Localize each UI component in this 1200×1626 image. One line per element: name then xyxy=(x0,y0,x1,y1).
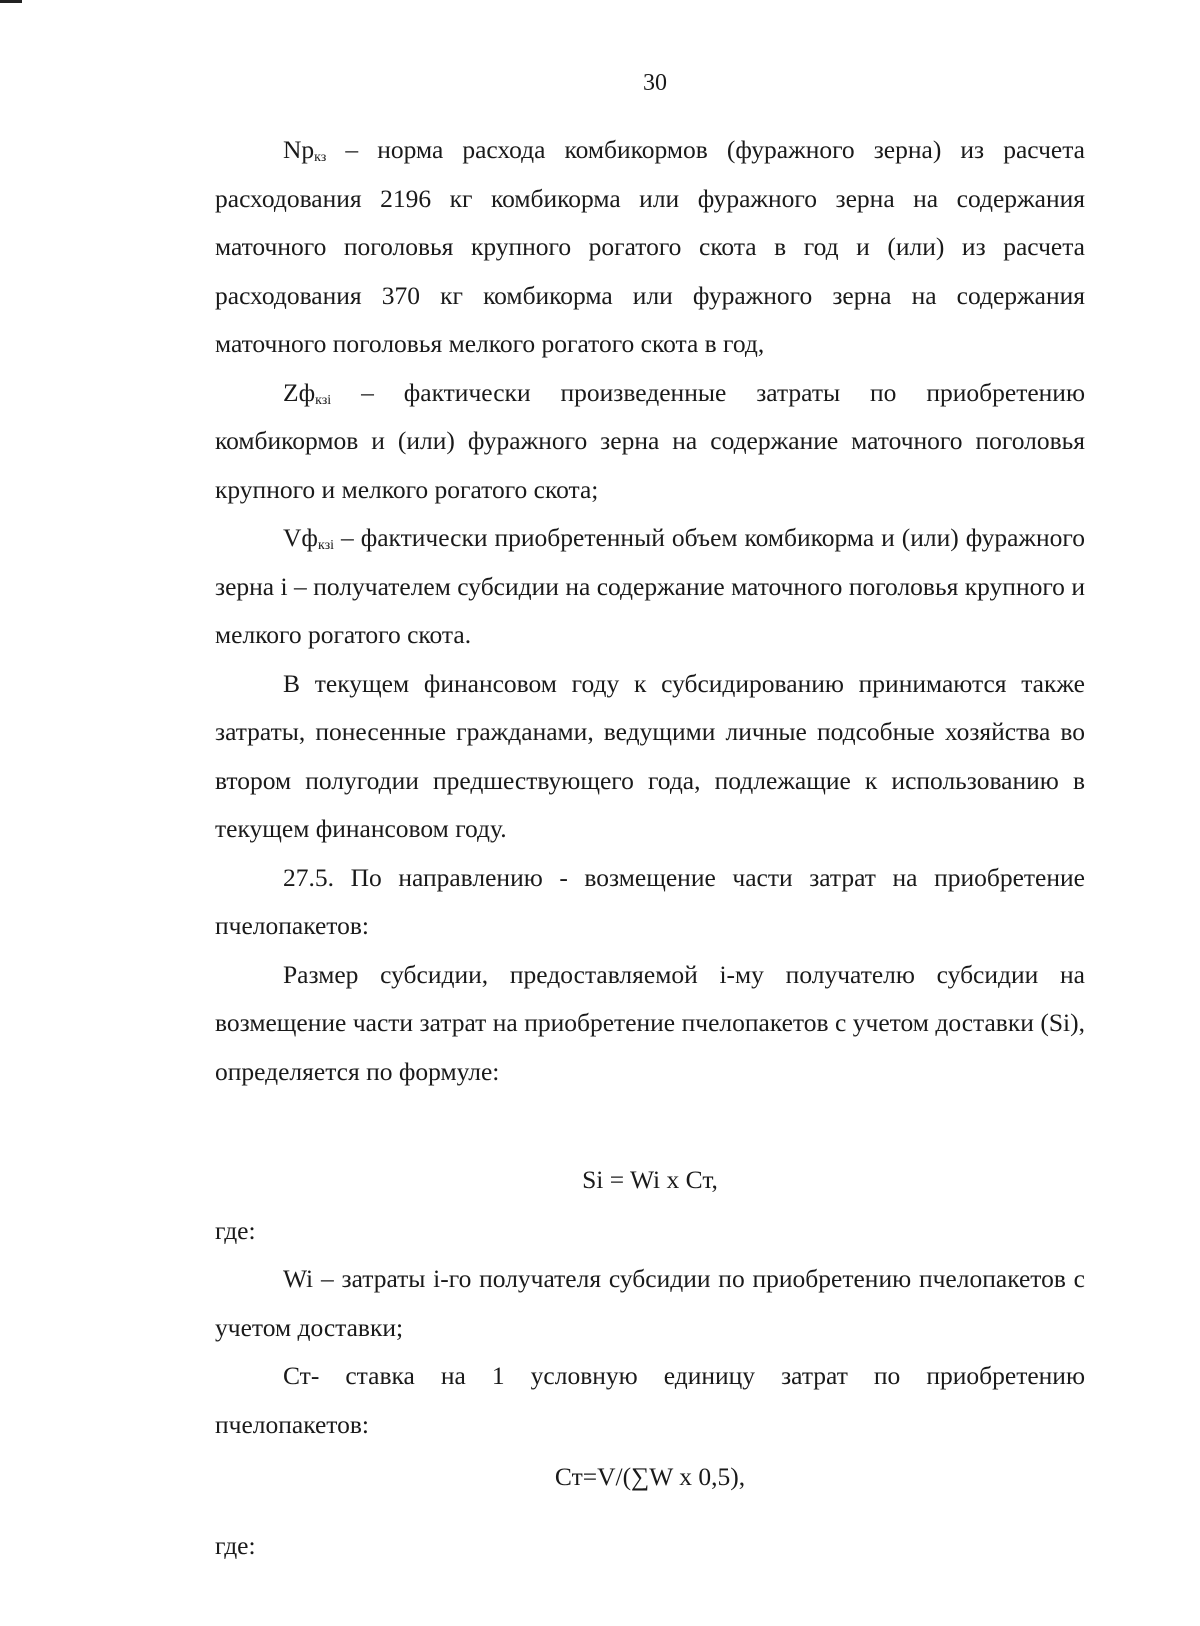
formula-si: Si = Wi х Ст, xyxy=(582,1165,718,1194)
paragraph-ct-definition: Ст- ставка на 1 условную единицу затрат по приобретению пчелопакетов: xyxy=(215,1361,1085,1439)
paragraph-current-year: В текущем финансовом году к субсидированию принимаются также затраты, понесенные гражданами, ведущими личные подсобные хозяйства во втором полугодии предшествующего года, подлежащие к использованию в текущем финансовом году. xyxy=(215,668,1085,843)
v-term: Vф xyxy=(283,523,318,552)
np-text: – норма расхода комбикормов (фуражного зерна) из расчета расходования 2196 кг комбикорма или фуражного зерна на содержания маточного поголовья крупного рогатого скота в год и (или) из расчета расходования 370 кг комбикорма или фуражного зерна на содержания маточного поголовья мелкого рогатого скота в год, xyxy=(215,135,1085,358)
formula-ct: Ст=V/(∑W х 0,5), xyxy=(554,1462,746,1491)
np-subscript: кз xyxy=(314,150,327,165)
paragraph-v-definition xyxy=(215,514,1085,660)
where-label-1: где: xyxy=(215,1215,256,1245)
z-text: – фактически произведенные затраты по приобретению комбикормов и (или) фуражного зерна на содержание маточного поголовья крупного и мелкого рогатого скота; xyxy=(215,377,1085,504)
paragraph-np-definition xyxy=(215,126,1085,369)
document-body xyxy=(215,126,1085,1570)
where-label-2: где: xyxy=(215,1530,256,1560)
page-number: 30 xyxy=(643,70,667,96)
paragraph-subsidy-size: Размер субсидии, предоставляемой i-му получателю субсидии на возмещение части затрат на приобретение пчелопакетов с учетом доставки (Si), определяется по формуле: xyxy=(215,959,1085,1086)
scan-corner-mark xyxy=(0,0,22,3)
v-text: – фактически приобретенный объем комбикорма и (или) фуражного зерна i – получателем субсидии на содержание маточного поголовья крупного и мелкого рогатого скота. xyxy=(215,523,1085,649)
v-subscript: кзi xyxy=(317,538,334,553)
np-term: Np xyxy=(283,135,315,164)
paragraph-section-27-5: 27.5. По направлению - возмещение части затрат на приобретение пчелопакетов: xyxy=(215,862,1085,940)
paragraph-z-definition xyxy=(215,369,1085,515)
z-subscript: кзi xyxy=(315,392,332,408)
z-term: Zф xyxy=(283,377,316,407)
paragraph-wi-definition: Wi – затраты i-го получателя субсидии по приобретению пчелопакетов с учетом доставки; xyxy=(215,1264,1085,1342)
